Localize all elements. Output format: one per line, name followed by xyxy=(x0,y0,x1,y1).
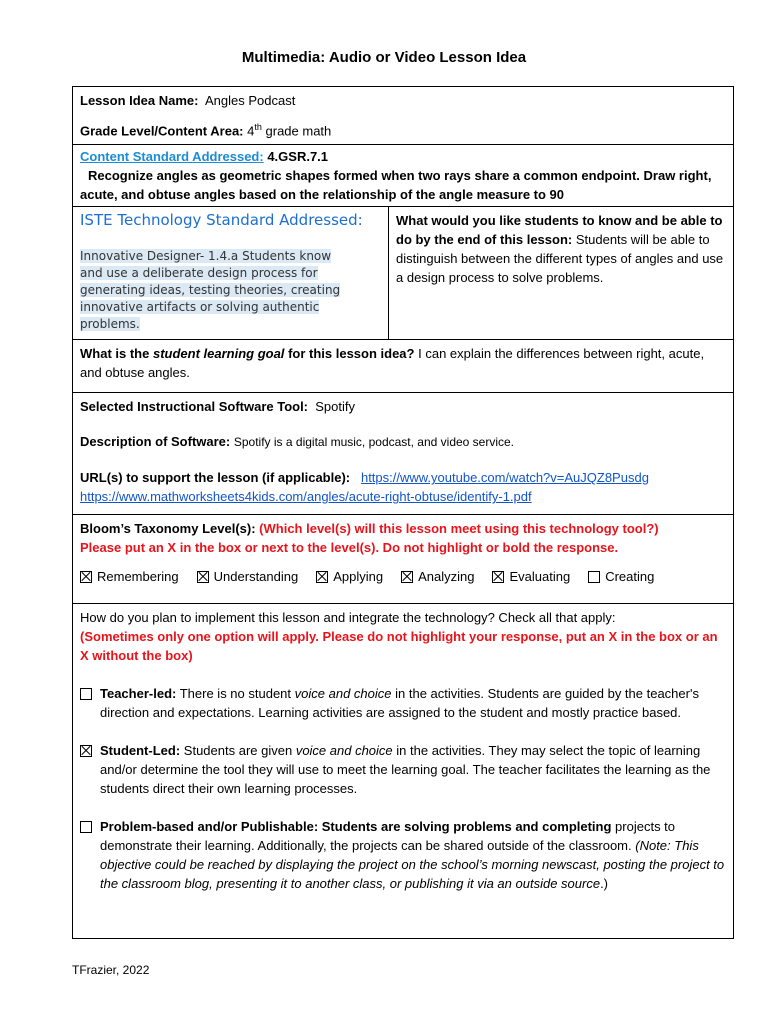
teacher-led-text1: There is no student xyxy=(179,686,292,702)
iste-title xyxy=(80,211,381,230)
checkbox-icon[interactable] xyxy=(197,571,209,583)
document-title: Multimedia: Audio or Video Lesson Idea xyxy=(241,49,527,66)
blooms-level-remembering[interactable] xyxy=(80,567,179,586)
teacher-led-option[interactable] xyxy=(80,684,726,722)
grade-line xyxy=(80,118,726,140)
grade-label: Grade Level/Content Area: xyxy=(80,123,244,139)
problem-based-text xyxy=(100,817,726,893)
software-url2-line xyxy=(80,487,726,506)
blooms-level-label: Creating xyxy=(605,569,655,585)
blooms-red-line2: Please put an X in the box or next to the level(s). Do not highlight or bold the response. xyxy=(80,540,619,556)
blooms-levels xyxy=(80,567,726,586)
blooms-level-applying[interactable] xyxy=(316,567,383,586)
blooms-level-evaluating[interactable] xyxy=(492,567,570,586)
student-led-text2: in the activities. They may select the topic of learning and/or determine the tool they will use to meet the learning goal. The teacher facilitates the learning as the students direct their own learning processes. xyxy=(100,743,711,797)
software-url-label: URL(s) to support the lesson (if applicable): xyxy=(80,470,351,486)
goal-answer: I can explain the differences between right, acute, and obtuse angles. xyxy=(80,346,705,381)
youtube-link[interactable]: https://www.youtube.com/watch?v=AuJQZ8Pusdg xyxy=(360,470,649,486)
student-led-label: Student-Led: xyxy=(100,743,181,759)
impl-question: How do you plan to implement this lesson and integrate the technology? Check all that apply: xyxy=(80,610,616,626)
blooms-level-label: Analyzing xyxy=(418,569,475,585)
student-led-italic: voice and choice xyxy=(295,743,393,759)
blooms-red-line1: (Which level(s) will this lesson meet using this technology tool?) xyxy=(259,521,659,537)
software-desc-value: Spotify is a digital music, podcast, and video service. xyxy=(233,435,515,450)
content-standard-text: Recognize angles as geometric shapes formed when two rays share a common endpoint. Draw right, acute, and obtuse angles based on the relationship of the angle measure to 90 xyxy=(80,168,712,203)
problem-based-option[interactable] xyxy=(80,817,726,893)
know-do-answer: Students will be able to distinguish between the different types of angles and use a design process to solve problems. xyxy=(396,232,724,286)
problem-based-checkbox[interactable] xyxy=(80,821,92,833)
lesson-name-line xyxy=(80,91,726,110)
problem-based-note-end: .) xyxy=(600,876,609,892)
teacher-led-text2: in the activities. Students are guided by the teacher's direction and expectations. Learning activities are assigned to the student and mostly practice based. xyxy=(100,686,699,721)
goal-q-italic: student learning goal xyxy=(152,346,285,362)
impl-red-note: (Sometimes only one option will apply. Please do not highlight your response, put an X in the box or an X without the box) xyxy=(80,629,718,664)
checkbox-icon[interactable] xyxy=(588,571,600,583)
lesson-name-value: Angles Podcast xyxy=(205,93,296,108)
problem-based-note: (Note: This objective could be reached by displaying the project on the school’s morning newscast, posting the project to the classroom blog, presenting it to another class, or publishing it via an outside source xyxy=(100,838,725,892)
goal-q-part1: What is the xyxy=(80,346,150,362)
software-desc-line xyxy=(80,432,726,452)
lesson-name-label: Lesson Idea Name: xyxy=(80,93,199,108)
implementation-row xyxy=(73,604,734,939)
teacher-led-italic: voice and choice xyxy=(294,686,392,702)
goal-q-part2: for this lesson idea? xyxy=(288,346,415,362)
grade-number: 4 xyxy=(247,123,255,139)
know-do-question: What would you like students to know and be able to do by the end of this lesson: xyxy=(396,213,723,248)
teacher-led-checkbox[interactable] xyxy=(80,688,92,700)
blooms-row xyxy=(73,515,734,604)
blooms-level-label: Understanding xyxy=(213,569,299,585)
checkbox-icon[interactable] xyxy=(401,571,413,583)
teacher-led-text xyxy=(100,684,726,722)
learning-goal-row xyxy=(73,340,734,393)
blooms-level-creating[interactable] xyxy=(588,567,654,586)
checkbox-icon[interactable] xyxy=(316,571,328,583)
software-tool-value: Spotify xyxy=(315,399,355,415)
standards-row xyxy=(73,207,734,340)
know-do-cell xyxy=(389,207,734,340)
lesson-table xyxy=(72,86,734,939)
blooms-level-label: Applying xyxy=(333,569,384,585)
iste-title-text: ISTE Technology Standard Addressed: xyxy=(80,211,363,230)
problem-based-body: projects to demonstrate their learning. Additionally, the projects can be shared outside of the classroom. xyxy=(100,819,676,854)
blooms-level-understanding[interactable] xyxy=(197,567,299,586)
blooms-label: Bloom’s Taxonomy Level(s): xyxy=(80,521,256,537)
checkbox-icon[interactable] xyxy=(492,571,504,583)
grade-rest: grade math xyxy=(265,123,332,139)
student-led-text1: Students are given xyxy=(183,743,293,759)
lesson-info-row xyxy=(73,87,734,145)
student-led-text xyxy=(100,741,726,798)
worksheet-link[interactable]: https://www.mathworksheets4kids.com/angles/acute-right-obtuse/identify-1.pdf xyxy=(80,489,532,505)
iste-cell xyxy=(73,207,389,340)
software-tool-label: Selected Instructional Software Tool: xyxy=(80,399,309,415)
content-standard-code: 4.GSR.7.1 xyxy=(267,149,329,165)
content-standard-label[interactable]: Content Standard Addressed: xyxy=(80,149,264,165)
blooms-level-label: Remembering xyxy=(97,569,179,585)
content-standard-header xyxy=(80,147,726,166)
content-standard-row xyxy=(73,145,734,207)
iste-text-block xyxy=(80,248,381,333)
iste-text: Innovative Designer- 1.4.a Students know and use a deliberate design process for generating ideas, testing theories, creating innovative artifacts or solving authentic problems. xyxy=(80,249,341,332)
software-desc-label: Description of Software: xyxy=(80,434,231,450)
checkbox-icon[interactable] xyxy=(80,571,92,583)
software-row xyxy=(73,393,734,515)
blooms-level-analyzing[interactable] xyxy=(401,567,474,586)
blooms-header xyxy=(80,519,726,538)
software-tool-line xyxy=(80,397,726,416)
software-url-line xyxy=(80,468,726,487)
teacher-led-label: Teacher-led: xyxy=(100,686,177,702)
footer-credit: TFrazier, 2022 xyxy=(72,963,150,977)
problem-based-label: Problem-based and/or Publishable: Students are solving problems and completing xyxy=(100,819,612,835)
blooms-level-label: Evaluating xyxy=(509,569,571,585)
student-led-checkbox[interactable] xyxy=(80,745,92,757)
student-led-option[interactable] xyxy=(80,741,726,798)
grade-suffix: th xyxy=(254,122,262,132)
